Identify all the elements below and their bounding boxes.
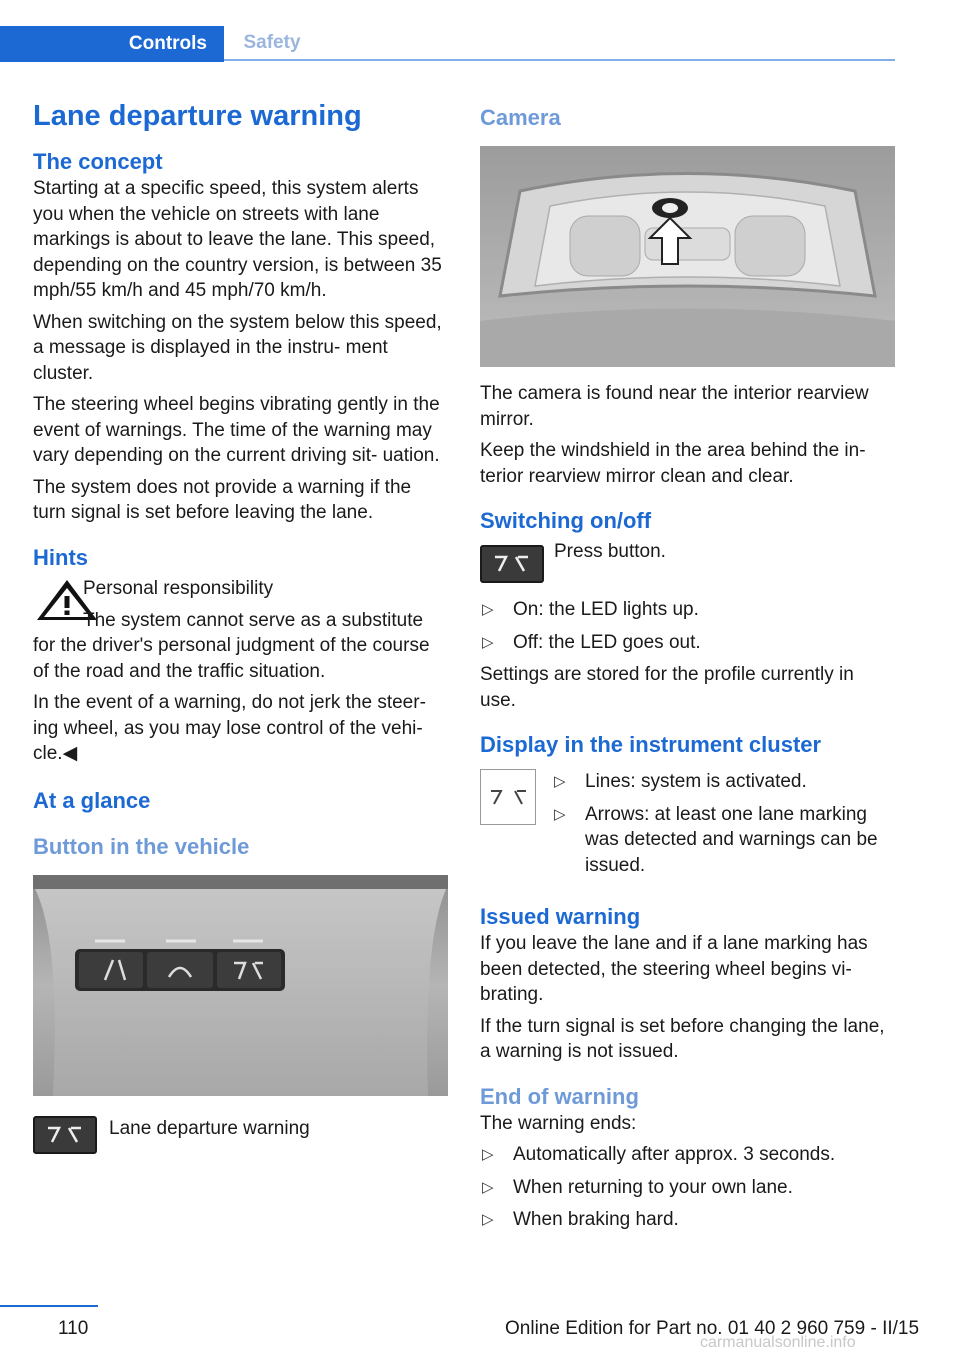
camera-heading: Camera	[480, 105, 561, 130]
concept-paragraph-3: The steering wheel begins vibrating gently in the event of warnings. The time of the warning may vary depending on the current driving sit‐ uation.	[33, 394, 440, 466]
issued-paragraph-2: If the turn signal is set before changing the lane, a warning is not issued.	[480, 1015, 885, 1062]
display-row	[480, 769, 895, 885]
end-intro: The warning ends:	[480, 1112, 637, 1134]
hints-heading: Hints	[33, 544, 88, 570]
switch-list	[480, 597, 895, 655]
hint-paragraph-1: The system cannot serve as a substitute for the driver's personal judgment of the course of the road and the traffic situation.	[33, 609, 430, 682]
concept-paragraph-4: The system does not provide a warning if the turn signal is set before leaving the lane.	[33, 476, 412, 523]
list-item: ▷ Arrows: at least one lane marking was detected and warnings can be issued.	[552, 802, 892, 879]
button-panel-photo	[33, 875, 448, 1096]
hint-title: Personal responsibility	[83, 577, 274, 599]
list-item: ▷ Automatically after approx. 3 seconds.	[480, 1142, 895, 1168]
switch-press-text: Press button.	[554, 541, 666, 562]
list-item: ▷ When braking hard.	[480, 1207, 895, 1233]
lane-departure-button-icon	[33, 1116, 97, 1154]
issued-heading: Issued warning	[480, 904, 641, 929]
concept-heading: The concept	[33, 149, 163, 174]
switch-heading: Switching on/off	[480, 508, 652, 533]
windshield-camera-photo	[480, 146, 895, 367]
end-list	[480, 1142, 895, 1233]
list-item: ▷ When returning to your own lane.	[480, 1175, 895, 1201]
page-number: 110	[58, 1318, 89, 1339]
right-column	[480, 104, 895, 1240]
lane-departure-button-icon	[480, 545, 544, 583]
page-title: Lane departure warning	[33, 100, 362, 132]
switch-row	[480, 541, 895, 583]
button-heading: Button in the vehicle	[33, 833, 250, 859]
glance-heading: At a glance	[33, 787, 151, 813]
list-item: ▷ On: the LED lights up.	[480, 597, 895, 623]
display-heading: Display in the instrument cluster	[480, 732, 822, 757]
lane-lines-display-icon	[480, 769, 536, 825]
camera-paragraph-1: The camera is found near the interior rearview mirror.	[480, 383, 869, 430]
switch-note: Settings are stored for the profile currently in use.	[480, 664, 854, 711]
tab-safety[interactable]: Safety	[243, 32, 301, 53]
end-heading: End of warning	[480, 1083, 639, 1109]
footer-rule	[0, 1305, 98, 1307]
left-column	[33, 98, 448, 1154]
button-caption-row	[33, 1116, 448, 1154]
concept-paragraph-1: Starting at a specific speed, this system alerts you when the vehicle on streets with lane markings is about to leave the lane. This speed, depending on the country version, is between 35 mph/55 km/h and 45 mph/70 km/h.	[33, 178, 442, 301]
chapter-tabs	[0, 26, 895, 62]
issued-paragraph-1: If you leave the lane and if a lane marking has been detected, the steering wheel begins vi‐ brating.	[480, 933, 868, 1005]
hint-paragraph-2: In the event of a warning, do not jerk the steer‐ ing wheel, as you may lose control of the vehi‐ cle.◀	[33, 692, 426, 764]
list-item: ▷ Off: the LED goes out.	[480, 630, 895, 656]
display-list	[552, 769, 892, 885]
camera-paragraph-2: Keep the windshield in the area behind the in‐ terior rearview mirror clean and clear.	[480, 440, 866, 487]
button-caption: Lane departure warning	[109, 1117, 310, 1139]
concept-paragraph-2: When switching on the system below this speed, a message is displayed in the instru‐ ment cluster.	[33, 311, 442, 384]
watermark: carmanualsonline.info	[700, 1334, 856, 1351]
edition-text: Online Edition for Part no. 01 40 2 960 759 - II/15	[505, 1318, 920, 1339]
tab-controls[interactable]: Controls	[0, 26, 224, 62]
list-item: ▷ Lines: system is activated.	[552, 769, 892, 795]
